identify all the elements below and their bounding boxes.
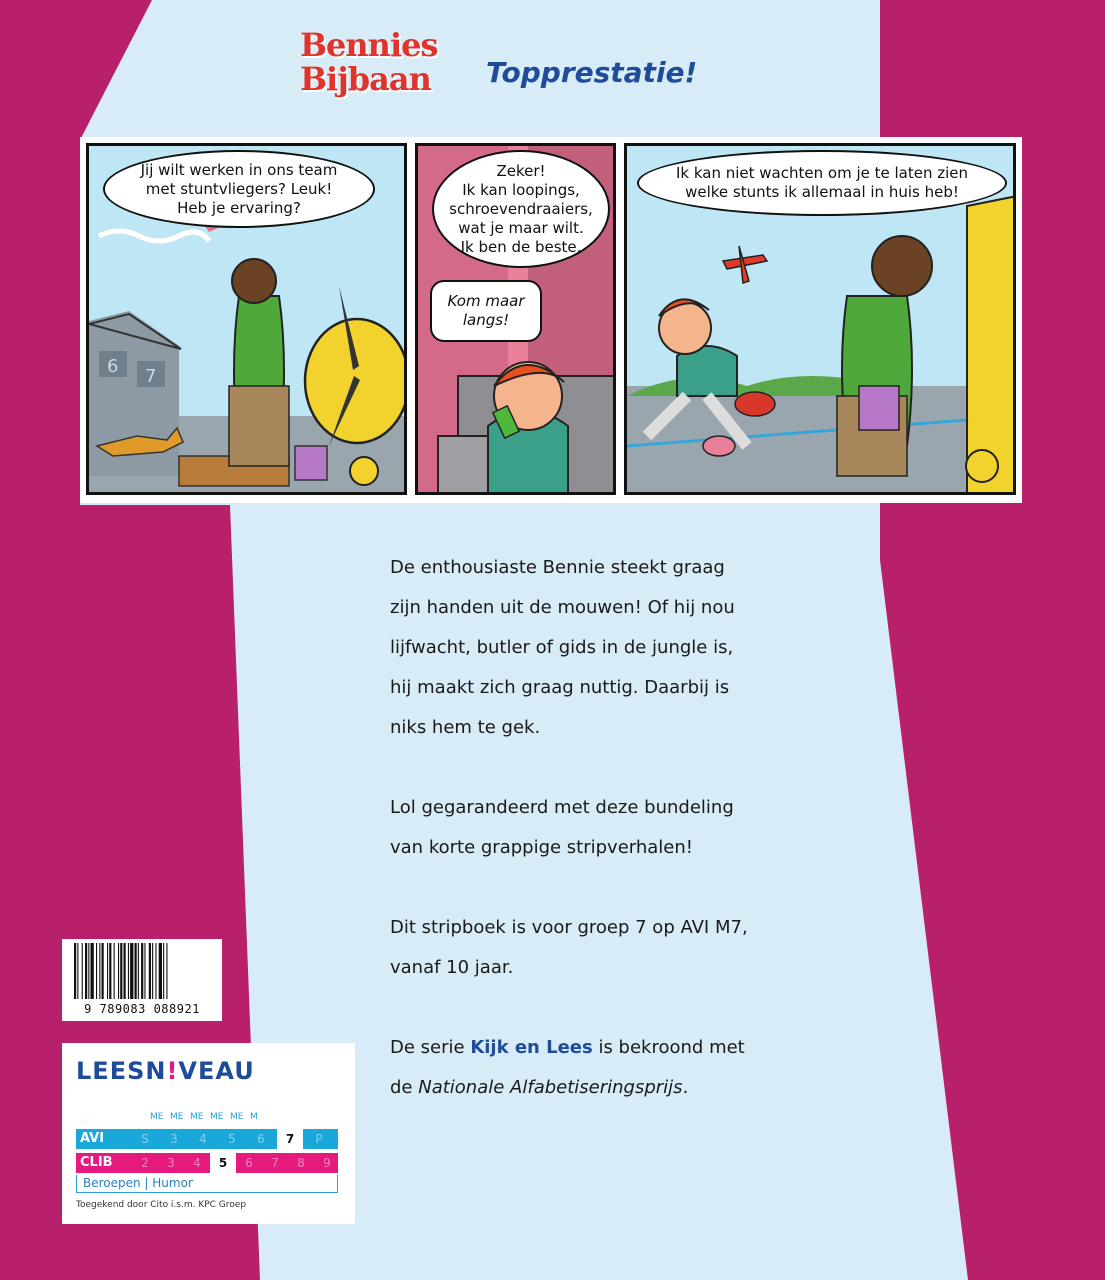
isbn-number: 9 789083 088921 <box>84 1002 200 1016</box>
barcode-bar <box>85 943 87 999</box>
level-cell: 8 <box>297 1156 305 1170</box>
barcode-bar <box>102 943 104 999</box>
book-title: Topprestatie! <box>486 56 698 89</box>
isbn-barcode <box>62 939 222 1021</box>
genre-tags: Beroepen | Humor <box>76 1175 338 1193</box>
logo-word-bijbaan: Bijbaan <box>300 60 431 98</box>
barcode-bar <box>99 943 100 999</box>
barcode-bar <box>141 943 143 999</box>
comic-panel-1 <box>86 143 407 495</box>
me-labels-row <box>80 1112 280 1126</box>
me-label: ME <box>150 1112 164 1122</box>
clib-level-row <box>76 1153 338 1173</box>
me-label: ME <box>190 1112 204 1122</box>
barcode-bar <box>82 943 83 999</box>
barcode-bar <box>166 943 167 999</box>
barcode-bar <box>74 943 76 999</box>
awarded-by-text: Toegekend door Cito i.s.m. KPC Groep <box>76 1200 247 1210</box>
speech-bubble-panel-3: Ik kan niet wachten om je te laten zien welke stunts ik allemaal in huis heb! <box>637 150 1007 216</box>
level-cell: 3 <box>170 1132 178 1146</box>
barcode-bar <box>120 943 122 999</box>
level-cell: 7 <box>271 1156 279 1170</box>
barcode-bar <box>118 943 119 999</box>
level-cell: 3 <box>167 1156 175 1170</box>
blurb-paragraph-1: De enthousiaste Bennie steekt graag zijn handen uit de mouwen! Of hij nou lijfwacht, butler of gids in de jungle is, hij maakt zich graag nuttig. Daarbij is niks hem te gek. <box>390 557 735 738</box>
blurb-paragraph-4: De serie Kijk en Lees is bekroond met de Nationale Alfabetiseringsprijs. <box>390 1037 745 1098</box>
barcode-bar <box>138 943 139 999</box>
back-cover-blurb <box>390 548 812 1148</box>
barcode-bar <box>91 943 94 999</box>
clib-label: CLIB <box>80 1155 113 1170</box>
me-label: ME <box>210 1112 224 1122</box>
level-cell: 9 <box>323 1156 331 1170</box>
comic-panel-2 <box>415 143 616 495</box>
hangar-number-6: 6 <box>107 356 119 377</box>
barcode-bar <box>107 943 108 999</box>
level-cell: 6 <box>257 1132 265 1146</box>
barcode-bar <box>163 943 164 999</box>
avi-level-row <box>76 1129 338 1149</box>
level-cell: S <box>141 1132 149 1146</box>
me-label: ME <box>230 1112 244 1122</box>
leesniveau-logo: LEESN!VEAU <box>76 1057 255 1085</box>
blurb-paragraph-3: Dit stripboek is voor groep 7 op AVI M7, vanaf 10 jaar. <box>390 917 748 978</box>
barcode-bar <box>124 943 126 999</box>
level-cell: 4 <box>199 1132 207 1146</box>
speech-bubble-panel-1: Jij wilt werken in ons team met stuntvliegers? Leuk! Heb je ervaring? <box>103 150 375 228</box>
hangar-number-7: 7 <box>145 366 157 387</box>
level-cell: 5 <box>210 1153 236 1173</box>
barcode-bar <box>149 943 151 999</box>
barcode-bar <box>114 943 115 999</box>
barcode-bar <box>130 943 133 999</box>
phone-speech-bubble: Kom maar langs! <box>430 280 542 342</box>
me-label: M <box>250 1112 258 1122</box>
barcode-bar <box>128 943 129 999</box>
barcode-bar <box>152 943 153 999</box>
logo-word-bennies: Bennies <box>300 26 438 64</box>
level-cell: 5 <box>228 1132 236 1146</box>
avi-label: AVI <box>80 1131 105 1146</box>
barcode-bar <box>88 943 89 999</box>
barcode-bar <box>96 943 97 999</box>
blurb-paragraph-2: Lol gegarandeerd met deze bundeling van korte grappige stripverhalen! <box>390 797 734 858</box>
barcode-bar <box>135 943 137 999</box>
level-cell: 6 <box>245 1156 253 1170</box>
series-logo <box>300 28 470 96</box>
comic-strip <box>80 137 1022 503</box>
level-cell: P <box>315 1132 323 1146</box>
barcode-bar <box>144 943 145 999</box>
prize-name: Nationale Alfabetiseringsprijs <box>418 1077 683 1098</box>
comic-panel-3 <box>624 143 1016 495</box>
series-name: Kijk en Lees <box>470 1037 593 1058</box>
barcode-bar <box>77 943 78 999</box>
barcode-bar <box>155 943 156 999</box>
level-cell: 2 <box>141 1156 149 1170</box>
me-label: ME <box>170 1112 184 1122</box>
barcode-bars <box>62 939 222 1003</box>
barcode-bar <box>109 943 111 999</box>
speech-bubble-panel-2: Zeker! Ik kan loopings, schroevendraaiers, wat je maar wilt. Ik ben de beste. <box>432 150 610 268</box>
level-cell: 7 <box>277 1129 303 1149</box>
barcode-bar <box>159 943 162 999</box>
level-cell: 4 <box>193 1156 201 1170</box>
